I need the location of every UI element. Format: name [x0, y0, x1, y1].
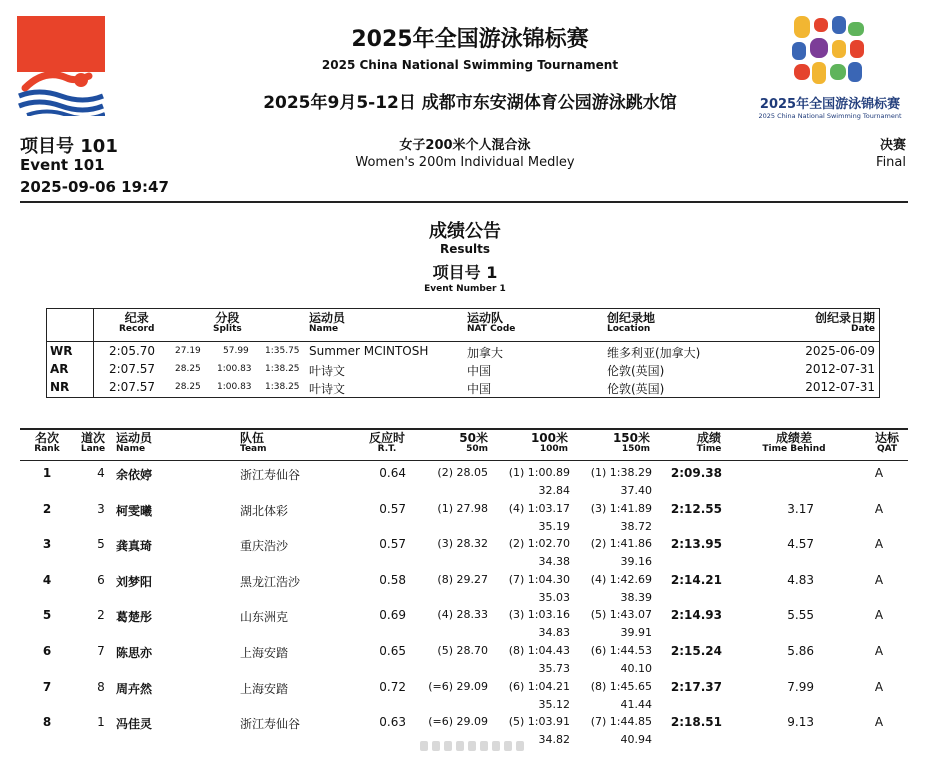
result-qat: A	[874, 680, 884, 694]
result-team: 湖北体彩	[240, 504, 289, 518]
result-time: 2:18.51	[670, 715, 722, 729]
result-split-50m: (5) 28.70	[437, 644, 488, 657]
records-header-splits: 分段 Splits	[213, 311, 242, 334]
result-split-150m-lap: 40.94	[620, 733, 652, 746]
record-split-50: 28.25	[175, 364, 201, 374]
result-split-150m-lap: 38.72	[620, 520, 652, 533]
result-split-50m: (3) 28.32	[437, 537, 488, 550]
record-type: AR	[50, 362, 69, 376]
result-rank: 4	[42, 573, 52, 587]
result-team: 黑龙江浩沙	[240, 575, 301, 589]
record-location: 伦敦(英国)	[607, 382, 665, 396]
th-team: 队伍 Team	[240, 431, 267, 454]
result-lane: 5	[97, 537, 105, 551]
result-split-100m: (6) 1:04.21	[508, 680, 570, 693]
result-rank: 2	[42, 502, 52, 516]
results-title-zh: 成绩公告	[429, 221, 501, 242]
record-row-wr	[47, 343, 879, 361]
results-top-rule	[20, 428, 908, 430]
result-split-150m: (2) 1:41.86	[590, 537, 652, 550]
result-split-150m-lap: 41.44	[620, 698, 652, 711]
result-split-100m: (3) 1:03.16	[508, 608, 570, 621]
record-split-50: 27.19	[175, 346, 201, 356]
result-team: 浙江寿仙谷	[240, 717, 301, 731]
record-split-150: 1:38.25	[265, 364, 300, 374]
event-phase-en: Final	[876, 155, 906, 170]
result-name: 葛楚彤	[116, 610, 153, 624]
result-split-100m-lap: 35.73	[538, 662, 570, 675]
record-location: 伦敦(英国)	[607, 364, 665, 378]
result-time-behind: 4.57	[787, 537, 814, 551]
result-split-100m-lap: 34.82	[538, 733, 570, 746]
record-type: WR	[50, 344, 73, 358]
result-name: 周卉然	[116, 682, 153, 696]
result-split-50m: (4) 28.33	[437, 608, 488, 621]
result-reaction-time: 0.65	[379, 644, 406, 658]
result-split-100m: (1) 1:00.89	[508, 466, 570, 479]
result-lane: 8	[97, 680, 105, 694]
result-name: 刘梦阳	[116, 575, 153, 589]
result-split-150m: (5) 1:43.07	[590, 608, 652, 621]
result-rank: 7	[42, 680, 52, 694]
result-time-behind: 5.55	[787, 608, 814, 622]
result-split-150m: (1) 1:38.29	[590, 466, 652, 479]
result-split-100m: (4) 1:03.17	[508, 502, 570, 515]
result-lane: 6	[97, 573, 105, 587]
result-split-150m: (3) 1:41.89	[590, 502, 652, 515]
result-reaction-time: 0.57	[379, 537, 406, 551]
result-split-100m-lap: 35.19	[538, 520, 570, 533]
result-split-150m: (7) 1:44.85	[590, 715, 652, 728]
result-lane: 7	[97, 644, 105, 658]
record-location: 维多利亚(加拿大)	[607, 346, 701, 360]
results-title-en: Results	[439, 242, 491, 256]
result-rank: 8	[42, 715, 52, 729]
result-qat: A	[874, 502, 884, 516]
records-header	[47, 309, 879, 342]
result-team: 上海安踏	[240, 646, 289, 660]
result-reaction-time: 0.69	[379, 608, 406, 622]
result-split-150m-lap: 39.16	[620, 555, 652, 568]
result-time: 2:14.93	[670, 608, 722, 622]
records-header-date: 创纪录日期 Date	[814, 311, 875, 334]
result-split-150m: (8) 1:45.65	[590, 680, 652, 693]
record-holder: 叶诗文	[309, 382, 346, 396]
result-split-100m: (2) 1:02.70	[508, 537, 570, 550]
tournament-logo	[790, 14, 866, 92]
records-table	[46, 308, 880, 398]
result-split-150m: (4) 1:42.69	[590, 573, 652, 586]
record-split-50: 28.25	[175, 382, 201, 392]
event-name-zh: 女子200米个人混合泳	[399, 138, 531, 153]
th-time: 成绩 Time	[696, 431, 722, 454]
record-split-100: 1:00.83	[217, 364, 252, 374]
result-name: 柯雯曦	[116, 504, 153, 518]
result-time-behind: 3.17	[787, 502, 814, 516]
event-phase-zh: 决赛	[879, 138, 906, 153]
result-split-150m-lap: 38.39	[620, 591, 652, 604]
th-rank: 名次 Rank	[34, 431, 60, 454]
record-holder: Summer MCINTOSH	[309, 344, 429, 358]
result-time: 2:14.21	[670, 573, 722, 587]
result-qat: A	[874, 466, 884, 480]
th-150m: 150米 150m	[612, 431, 650, 454]
result-split-100m-lap: 35.03	[538, 591, 570, 604]
result-time: 2:09.38	[670, 466, 722, 480]
watermark	[420, 738, 530, 754]
record-team: 加拿大	[467, 346, 504, 360]
result-team: 浙江寿仙谷	[240, 468, 301, 482]
record-time: 2:07.57	[109, 380, 156, 394]
record-team: 中国	[467, 364, 492, 378]
record-date: 2012-07-31	[805, 380, 875, 394]
result-split-100m-lap: 34.83	[538, 626, 570, 639]
federation-logo	[17, 16, 105, 116]
header-divider	[20, 201, 908, 203]
result-name: 冯佳灵	[116, 717, 153, 731]
result-reaction-time: 0.72	[379, 680, 406, 694]
result-split-100m-lap: 32.84	[538, 484, 570, 497]
records-header-name: 运动员 Name	[309, 311, 346, 334]
result-split-100m-lap: 35.12	[538, 698, 570, 711]
record-time: 2:07.57	[109, 362, 156, 376]
result-qat: A	[874, 715, 884, 729]
result-time: 2:12.55	[670, 502, 722, 516]
result-split-150m-lap: 39.91	[620, 626, 652, 639]
result-time-behind: 7.99	[787, 680, 814, 694]
result-split-150m-lap: 37.40	[620, 484, 652, 497]
event-number-en: Event 101	[20, 156, 105, 174]
result-lane: 3	[97, 502, 105, 516]
event-datetime: 2025-09-06 19:47	[20, 178, 169, 196]
record-row-nr	[47, 379, 879, 397]
record-split-150: 1:35.75	[265, 346, 300, 356]
result-split-100m: (8) 1:04.43	[508, 644, 570, 657]
logo-caption-zh: 2025年全国游泳锦标赛	[759, 97, 901, 112]
venue-line: 2025年9月5-12日 成都市东安湖体育公园游泳跳水馆	[263, 93, 677, 113]
result-split-100m: (5) 1:03.91	[508, 715, 570, 728]
record-split-100: 1:00.83	[217, 382, 252, 392]
results-header-rule	[20, 460, 908, 461]
result-rank: 6	[42, 644, 52, 658]
th-100m: 100米 100m	[530, 431, 568, 454]
record-holder: 叶诗文	[309, 364, 346, 378]
result-split-150m: (6) 1:44.53	[590, 644, 652, 657]
record-split-100: 57.99	[223, 346, 249, 356]
result-reaction-time: 0.63	[379, 715, 406, 729]
th-lane: 道次 Lane	[80, 431, 106, 454]
result-time-behind: 9.13	[787, 715, 814, 729]
logo-caption-en: 2025 China National Swimming Tournament	[758, 112, 902, 120]
result-reaction-time: 0.58	[379, 573, 406, 587]
result-lane: 2	[97, 608, 105, 622]
result-rank: 3	[42, 537, 52, 551]
result-reaction-time: 0.57	[379, 502, 406, 516]
record-split-150: 1:38.25	[265, 382, 300, 392]
result-split-100m-lap: 34.38	[538, 555, 570, 568]
result-split-150m-lap: 40.10	[620, 662, 652, 675]
record-row-ar	[47, 361, 879, 379]
event-name-en: Women's 200m Individual Medley	[355, 155, 575, 170]
result-qat: A	[874, 644, 884, 658]
result-rank: 5	[42, 608, 52, 622]
event-number-zh: 项目号 101	[20, 136, 118, 157]
logo-caption	[745, 93, 915, 120]
tournament-title: 2025年全国游泳锦标赛	[351, 27, 589, 52]
result-qat: A	[874, 537, 884, 551]
result-name: 陈思亦	[116, 646, 153, 660]
result-split-50m: (=6) 29.09	[428, 680, 488, 693]
records-header-record: 纪录 Record	[119, 311, 155, 334]
result-rank: 1	[42, 466, 52, 480]
result-split-50m: (1) 27.98	[437, 502, 488, 515]
result-time: 2:15.24	[670, 644, 722, 658]
result-team: 山东洲克	[240, 610, 289, 624]
result-split-100m: (7) 1:04.30	[508, 573, 570, 586]
result-split-50m: (2) 28.05	[437, 466, 488, 479]
result-time: 2:13.95	[670, 537, 722, 551]
th-50m: 50米 50m	[459, 431, 488, 454]
result-lane: 1	[97, 715, 105, 729]
records-header-location: 创纪录地 Location	[607, 311, 656, 334]
th-name: 运动员 Name	[116, 431, 153, 454]
result-team: 重庆浩沙	[240, 539, 289, 553]
event-number-block-zh: 项目号 1	[432, 263, 498, 282]
result-qat: A	[874, 573, 884, 587]
result-lane: 4	[97, 466, 105, 480]
result-time: 2:17.37	[670, 680, 722, 694]
result-qat: A	[874, 608, 884, 622]
th-time-behind: 成绩差 Time Behind	[762, 431, 826, 454]
th-rt: 反应时 R.T.	[368, 431, 405, 454]
result-name: 余依婷	[116, 468, 153, 482]
record-type: NR	[50, 380, 70, 394]
result-time-behind: 5.86	[787, 644, 814, 658]
event-number-block-en: Event Number 1	[424, 284, 506, 294]
record-team: 中国	[467, 382, 492, 396]
result-team: 上海安踏	[240, 682, 289, 696]
record-time: 2:05.70	[109, 344, 156, 358]
result-split-50m: (8) 29.27	[437, 573, 488, 586]
record-date: 2012-07-31	[805, 362, 875, 376]
result-time-behind: 4.83	[787, 573, 814, 587]
record-date: 2025-06-09	[805, 344, 875, 358]
records-header-nat: 运动队 NAT Code	[467, 311, 516, 334]
result-name: 龚真琦	[116, 539, 153, 553]
result-reaction-time: 0.64	[379, 466, 406, 480]
tournament-title-en: 2025 China National Swimming Tournament	[321, 58, 619, 72]
result-split-50m: (=6) 29.09	[428, 715, 488, 728]
th-qat: 达标 QAT	[874, 431, 899, 454]
